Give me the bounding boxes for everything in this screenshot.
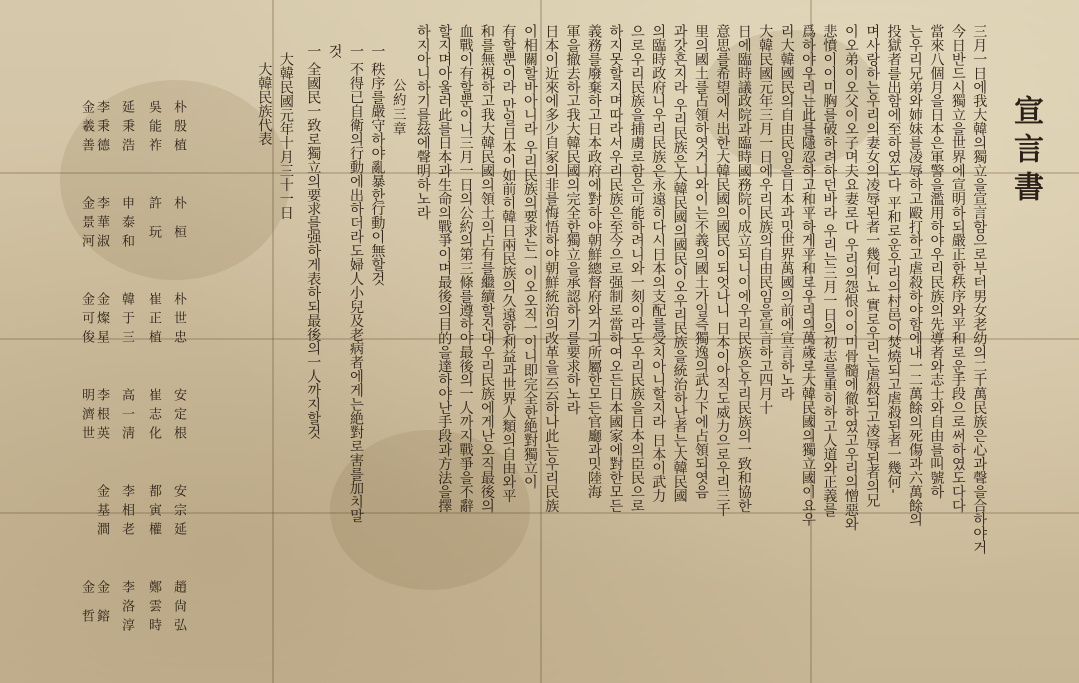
signatory-name: 李相老 [119, 484, 134, 541]
signatory-label: 大韓民族代表 [256, 62, 273, 146]
declaration-column: 할지며아울러此를日本과生命의戰爭이며最後의目的을達하야난手段과方法을擇 [436, 24, 453, 513]
signatory-name: 李洛淳 [119, 580, 134, 637]
declaration-column: 三月一日에我大韓의獨立을宣言함으로부터男女老幼의二千萬民族은心과聲을合하야거 [971, 24, 988, 555]
signatory-name: 申泰和 [119, 196, 134, 253]
signatory-name: 金基澗 [94, 484, 109, 541]
signatory-name: 金 哲 [79, 580, 94, 629]
declaration-column: 리大韓國民의自由民임을日本과밋世界萬國의前에宣言하노라 [778, 24, 795, 401]
signatory-name: 韓于三 [119, 292, 134, 349]
paper-fold [540, 0, 542, 683]
pledge-item: 것 [326, 44, 343, 58]
declaration-column: 有할뿐이라 만일日本이如前히韓日兩民族의久遠한利益과世界人類의自由와平 [500, 24, 517, 503]
declaration-column: 의臨時政府니우리民族은永遠히다시日本의支配를受치아니할지라 日本이武力 [650, 24, 667, 503]
declaration-column: 投獄者를出함에至하였도다 平和로운우리의村邑이焚燒되고虐殺된者一幾何- [885, 24, 902, 494]
declaration-column: 軍을撤去하고我大韓民國의完全한獨立을承認하기를要求하노라 [564, 24, 581, 415]
signatory-name: 許 玩 [146, 196, 161, 245]
signatory-name: 崔正植 [146, 292, 161, 349]
declaration-column: 며사랑하는우리의妻女의凌辱된者一幾何-뇨 實로우리는虐殺되고凌辱된者의兄 [864, 24, 881, 508]
declaration-column: 悲憤이이미胸를破하려하던바라 우리는三月一日의初志를重히하고人道와正義를 [821, 24, 838, 517]
declaration-column: 今日반드시獨立을世界에宣明하되嚴正한秩序와平和로운手段으로써하였도다다 [949, 24, 966, 513]
signatory-name: 李秉德 [94, 100, 109, 157]
signatory-name: 朴 桓 [171, 196, 186, 245]
declaration-column: 하지못할지며따라서우리民族은至今으로强制로當하여오든日本國家에對한모든 [607, 24, 624, 513]
signatory-name: 都寅權 [146, 484, 161, 541]
declaration-column: 大韓民國元年三月一日에우리民族의自由民임을宣言하고四月十 [757, 24, 774, 415]
declaration-column: 이相關할바아니라 우리民族의要求는一이오오직一이니即完全한絶對獨立이 [521, 24, 538, 489]
declaration-column: 里의國土를占領하엿거니와이는不義의國土가일즉獨逸의武力下에占領되엿음 [693, 24, 709, 499]
signatory-name: 朴殷植 [171, 100, 186, 157]
pledge-item: 一 全國民一致로獨立의要求를强하게表하되最後의一人까지할것 [305, 44, 322, 439]
declaration-column: 하지아니하기를玆에聲明하노라 [414, 24, 431, 220]
declaration-column: 爲하야우리는此를隱忍하고和平하게平和로우리의萬歲로大韓民國의獨立國이요우 [800, 24, 816, 527]
declaration-column: 이오弟이오父이오子며夫요妻로다 우리의怨恨이이미骨髓에徹하였고우리의憎惡와 [842, 24, 859, 531]
declaration-column: 意思를希望에서出한大韓民國의國民이되엇나니 日本이아직도威力으로우리三千 [714, 24, 731, 517]
signatory-name: 鄭雲時 [146, 580, 161, 637]
signatory-name: 崔志化 [146, 388, 161, 445]
declaration-column: 日本이近來에多少自家의非를悔悟하야朝鮮統治의改革을云云하나此는우리民族 [543, 24, 560, 513]
declaration-date: 大韓民國元年十月三十一日 [277, 52, 294, 220]
signatory-name: 安定根 [171, 388, 186, 445]
declaration-column: 血戰이有할뿐이니三月一日의公約의第三條를遵하야最後의一人까지戰爭을不辭 [457, 24, 474, 513]
declaration-column: 으로우리民族을捕虜로함은可能하려니와一刻이라도우리民族을日本의臣民으로 [628, 24, 645, 513]
signatory-name: 金 鎔 [94, 580, 109, 629]
signatory-name: 高一淸 [119, 388, 134, 445]
signatory-name: 明濟世 [79, 388, 94, 445]
signatory-name: 延秉浩 [119, 100, 134, 157]
signatory-name: 安宗延 [171, 484, 186, 541]
signatory-name: 吳能祚 [146, 100, 161, 157]
signatory-name: 李根英 [94, 388, 109, 445]
declaration-column: 當來八個月을日本은軍警을濫用하야우리民族의先導者와志士와自由를叫號하 [928, 24, 945, 499]
signatory-name: 金景河 [79, 196, 94, 253]
pledge-heading: 公約三章 [389, 78, 406, 136]
pledge-item: 一 秩序를嚴守하야亂暴한行動이無할것 [369, 44, 386, 286]
declaration-column: 和를無視하고我大韓民國의領土의占有를繼續할진대우리民族에게난오직最後의 [479, 24, 495, 513]
declaration-title: 宣言書 [1008, 95, 1043, 209]
signatory-name: 趙尙弘 [171, 580, 186, 637]
declaration-column: 義務를廢棄하고日本政府에對하야朝鮮總督府와거긔所屬한모든官廳과밋陸海 [586, 24, 602, 499]
pledge-item: 一 不得已自衛의行動에出하더라도婦人小兒及老病者에게는絶對로害를加치말 [348, 44, 364, 523]
declaration-column: 日에臨時議政院과臨時國務院이成立되니이에우리民族은우리民族의一致和協한 [735, 24, 752, 513]
signatory-name: 金燦星 [94, 292, 109, 349]
signatory-name: 朴世忠 [171, 292, 186, 349]
signatory-name: 金羲善 [79, 100, 94, 157]
declaration-column: 과갓흔지라 우리民族은大韓民國의國民이오우리民族을統治하난者는大韓民國 [671, 24, 688, 503]
signatory-name: 金可俊 [79, 292, 94, 349]
declaration-column: 는우리兄弟와姉妹를凌辱하고毆打하고虐殺하야함에내一二萬餘의死傷과六萬餘의 [907, 24, 923, 527]
signatory-name: 李華淑 [94, 196, 109, 253]
paper-fold [272, 0, 274, 683]
